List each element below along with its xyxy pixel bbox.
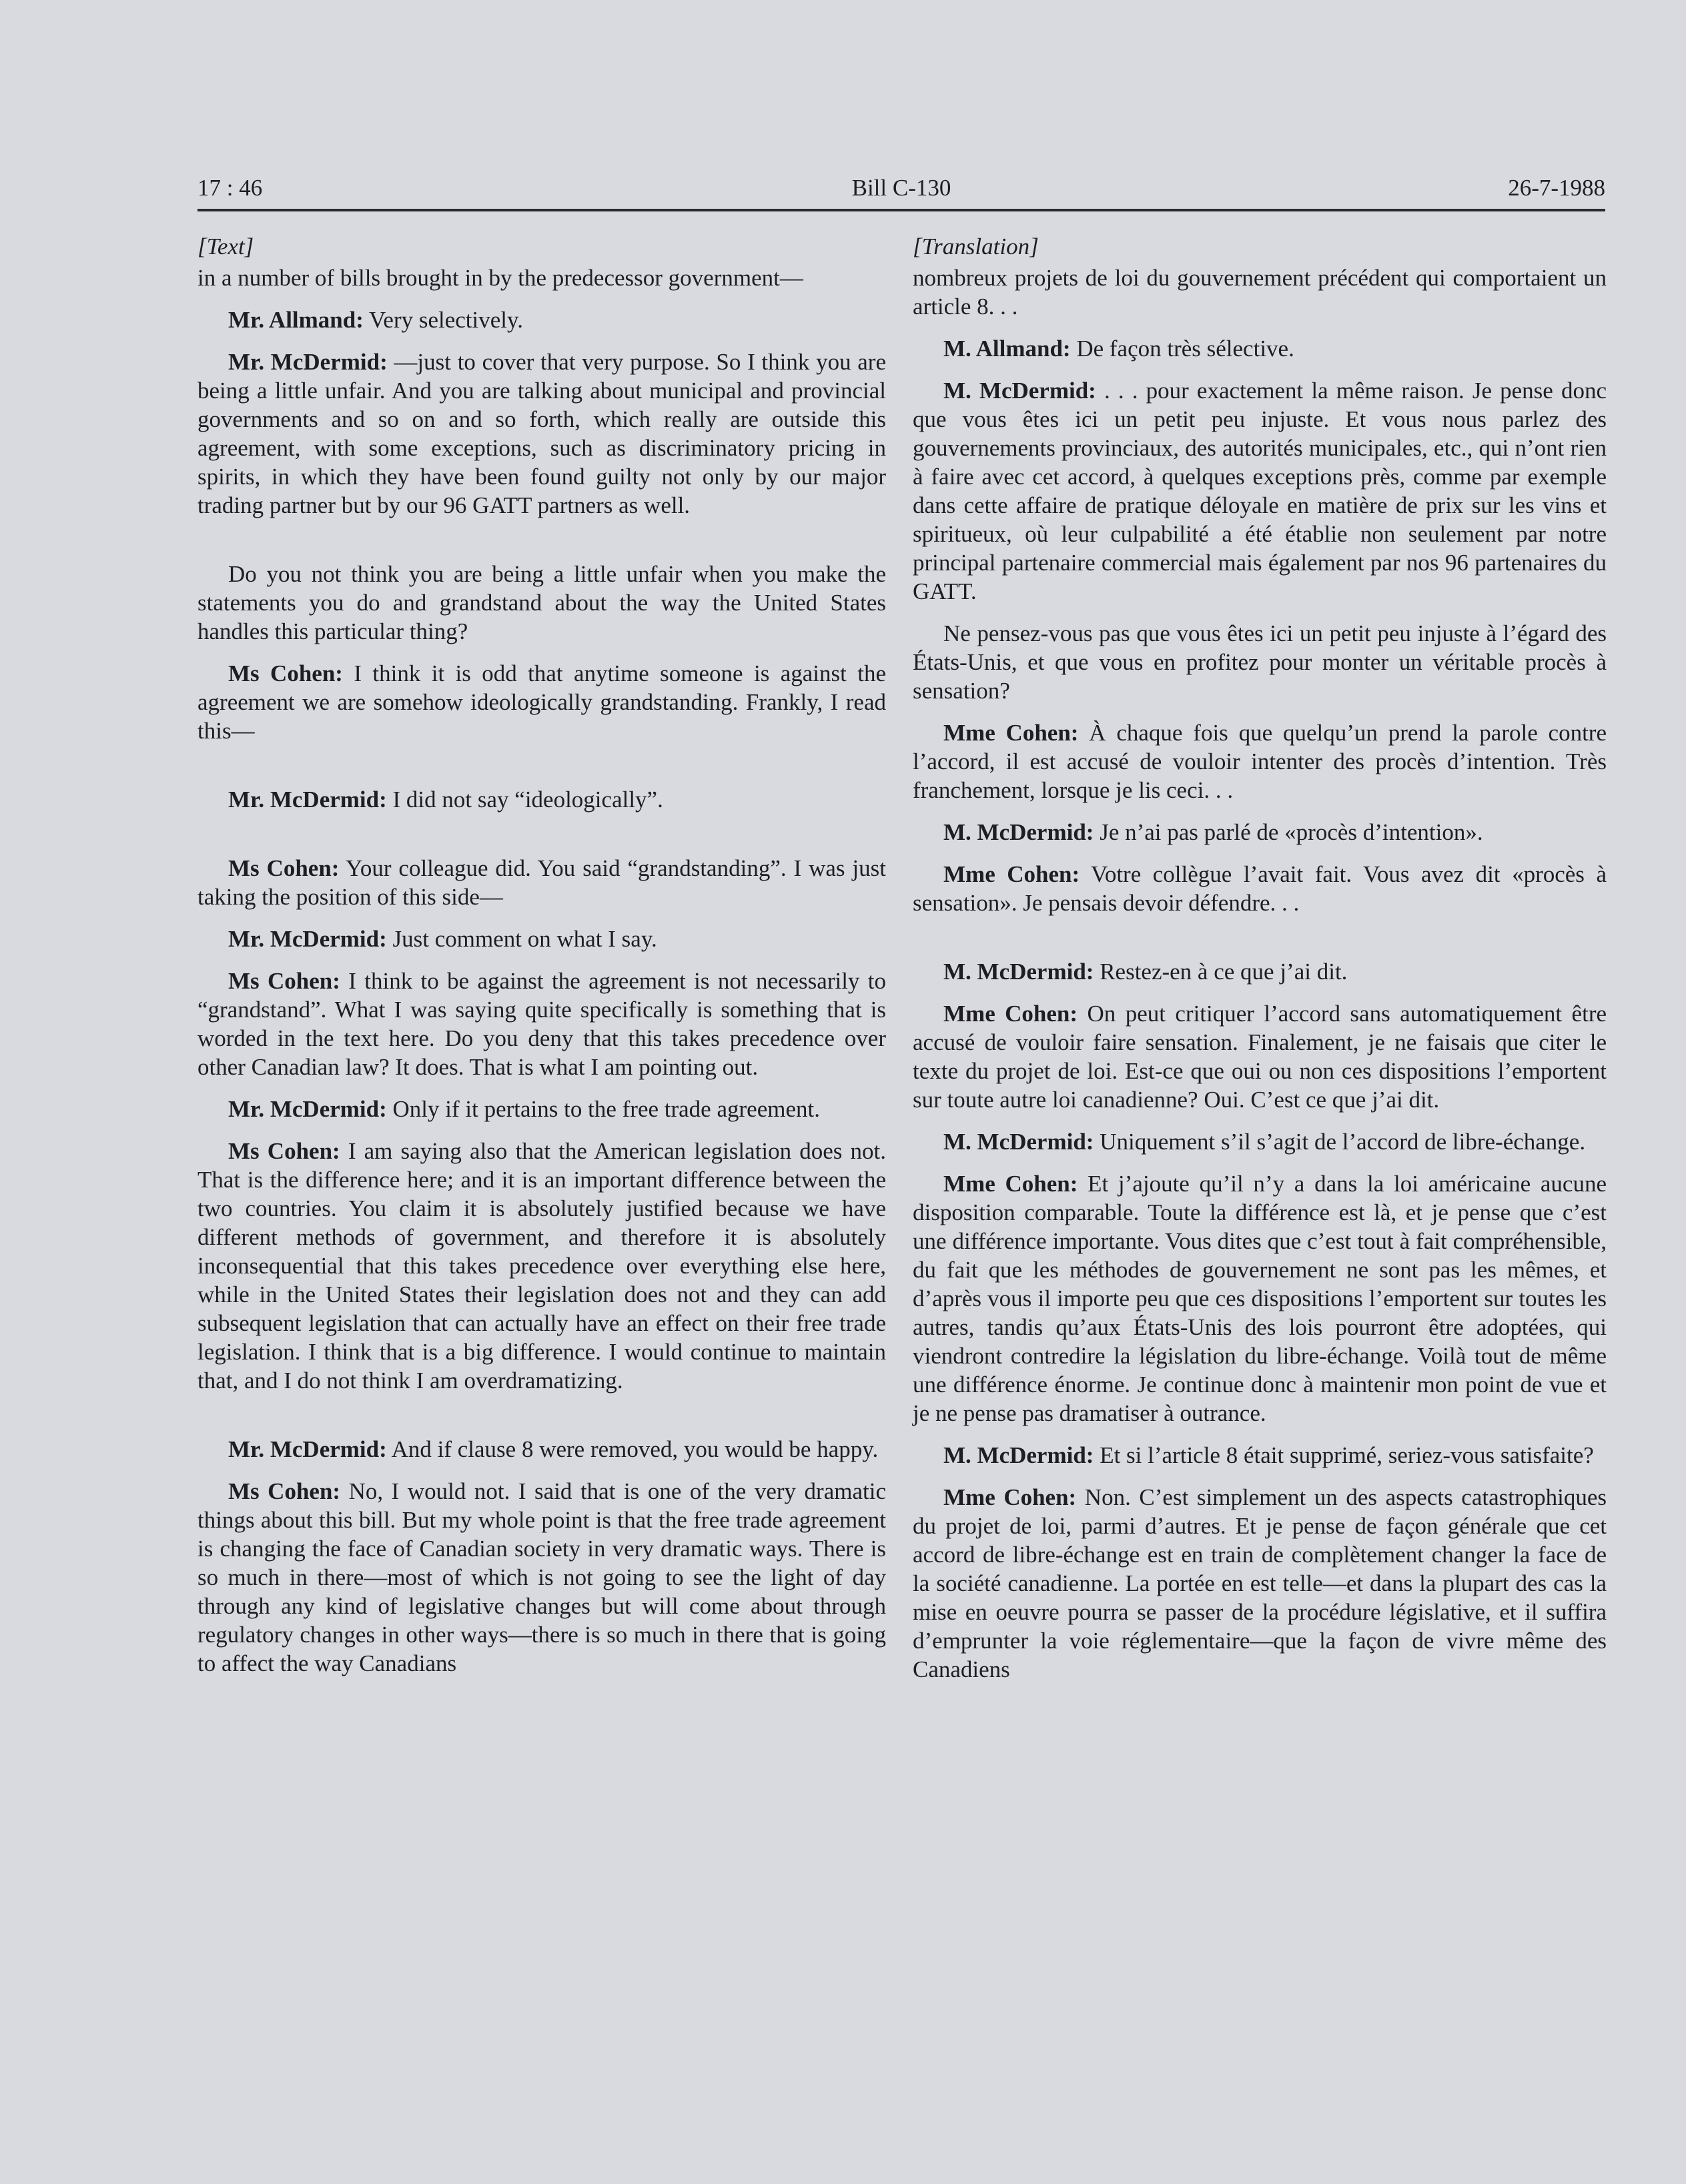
transcript-paragraph: Mr. McDermid: And if clause 8 were removed, you would be happy. <box>228 1436 879 1462</box>
transcript-paragraph: Mme Cohen: À chaque fois que quelqu’un prend la parole contre l’accord, il est accusé de vouloir intenter des procès d’intention. Très franchement, lorsque je lis ceci. . . <box>913 720 1607 803</box>
transcript-paragraph: Mme Cohen: Votre collègue l’avait fait. Vous avez dit «procès à sensation». Je pensais devoir défendre. . . <box>913 861 1607 916</box>
speaker-name: Mr. Allmand: <box>228 307 364 333</box>
transcript-paragraph: Mme Cohen: On peut critiquer l’accord sans automatiquement être accusé de vouloir faire sensation. Finalement, je ne faisais que citer le texte du projet de loi. Est-ce que oui ou non ces dispositions l’emportent sur toute autre loi canadienne? Oui. C’est ce que j’ai dit. <box>913 1001 1607 1113</box>
speaker-name: M. McDermid: <box>943 1442 1094 1468</box>
speaker-name: Ms Cohen: <box>228 1478 341 1504</box>
speaker-name: Mme Cohen: <box>943 1171 1078 1197</box>
transcript-paragraph: Ne pensez-vous pas que vous êtes ici un petit peu injuste à l’égard des États-Unis, et que vous en profitez pour monter un véritable procès à sensation? <box>913 620 1607 704</box>
speaker-name: M. McDermid: <box>943 378 1096 404</box>
page-number: 17 : 46 <box>197 175 263 201</box>
speaker-name: M. Allmand: <box>943 336 1071 362</box>
transcript-paragraph: Ms Cohen: I think to be against the agreement is not necessarily to “grandstand”. What I was saying quite specifically is something that is worded in the text here. Do you deny that this takes precedence over other Canadian law? It does. That is what I am pointing out. <box>197 968 886 1080</box>
french-column <box>913 232 1607 1684</box>
transcript-paragraph: Mme Cohen: Non. C’est simplement un des aspects catastrophiques du projet de loi, parmi d’autres. Et je pense de façon générale que cet accord de libre-échange est en train de complètement changer la face de la société canadienne. La portée en est telle—et dans la plupart des cas la mise en oeuvre pourra se passer de la procédure législative, et il suffira d’emprunter la voie réglementaire—que la façon de vivre même des Canadiens <box>913 1484 1607 1682</box>
english-column <box>197 232 886 1678</box>
speaker-name: Mr. McDermid: <box>228 786 387 812</box>
speaker-name: Ms Cohen: <box>228 968 340 994</box>
speaker-name: M. McDermid: <box>943 1129 1094 1155</box>
transcript-paragraph: M. McDermid: Et si l’article 8 était supprimé, seriez-vous satisfaite? <box>943 1442 1594 1468</box>
transcript-paragraph: Ms Cohen: No, I would not. I said that is one of the very dramatic things about this bill. But my whole point is that the free trade agreement is changing the face of Canadian society in very dramatic ways. There is so much in there—most of which is not going to see the light of day through any kind of legislative changes but will come about through regulatory changes in other ways—there is so much in there that is going to affect the way Canadians <box>197 1478 886 1676</box>
transcript-paragraph: Do you not think you are being a little unfair when you make the statements you do and grandstand about the way the United States handles this particular thing? <box>197 561 886 644</box>
transcript-paragraph: M. Allmand: De façon très sélective. <box>943 336 1294 362</box>
bill-title: Bill C-130 <box>851 175 951 201</box>
transcript-paragraph: Mr. Allmand: Very selectively. <box>228 307 523 333</box>
page-header <box>197 175 1605 208</box>
speaker-name: Mr. McDermid: <box>228 349 388 375</box>
speaker-name: M. McDermid: <box>943 819 1094 845</box>
transcript-paragraph: M. McDermid: Uniquement s’il s’agit de l’accord de libre-échange. <box>943 1129 1586 1155</box>
transcript-paragraph: Mr. McDermid: Just comment on what I say. <box>228 926 657 952</box>
transcript-paragraph: Ms Cohen: Your colleague did. You said “grandstanding”. I was just taking the position of this side— <box>197 855 886 910</box>
speaker-name: Mme Cohen: <box>943 1001 1078 1027</box>
speaker-name: Ms Cohen: <box>228 855 340 881</box>
speaker-name: Mr. McDermid: <box>228 1436 387 1462</box>
transcript-paragraph: in a number of bills brought in by the predecessor government— <box>197 265 803 291</box>
transcript-paragraph: M. McDermid: Je n’ai pas parlé de «procès d’intention». <box>943 819 1483 845</box>
speaker-name: M. McDermid: <box>943 959 1094 985</box>
translation-marker: [Translation] <box>913 233 1039 259</box>
page-date: 26-7-1988 <box>1508 175 1605 201</box>
transcript-paragraph: M. McDermid: Restez-en à ce que j’ai dit. <box>943 959 1348 985</box>
transcript-paragraph: nombreux projets de loi du gouvernement précédent qui comportaient un article 8. . . <box>913 265 1607 320</box>
speaker-name: Mr. McDermid: <box>228 1096 387 1122</box>
speaker-name: Mme Cohen: <box>943 720 1079 746</box>
speaker-name: Ms Cohen: <box>228 1138 340 1164</box>
transcript-paragraph: Mr. McDermid: —just to cover that very purpose. So I think you are being a little unfair. And you are talking about municipal and provincial governments and so on and so forth, which really are outside this agreement, with some exceptions, such as discriminatory pricing in spirits, in which they have been found guilty not only by our major trading partner but by our 96 GATT partners as well. <box>197 349 886 518</box>
speaker-name: Mme Cohen: <box>943 861 1080 887</box>
transcript-paragraph: Ms Cohen: I am saying also that the American legislation does not. That is the difference here; and it is an important difference between the two countries. You claim it is absolutely justified because we have different methods of government, and therefore it is absolutely inconsequential that this takes precedence over everything else here, while in the United States their legislation does not and they can add subsequent legislation that can actually have an effect on their free trade legislation. I think that is a big difference. I would continue to maintain that, and I do not think I am overdramatizing. <box>197 1138 886 1394</box>
header-rule <box>197 209 1605 211</box>
transcript-paragraph: Mr. McDermid: I did not say “ideologically”. <box>228 786 663 812</box>
transcript-paragraph: Mme Cohen: Et j’ajoute qu’il n’y a dans la loi américaine aucune disposition comparable. Toute la différence est là, et je pense que c’est une différence importante. Vous dites que c’est tout à fait compréhensible, du fait que les méthodes de gouvernement ne sont pas les mêmes, et d’après vous il importe peu que ces dispositions l’emportent sur toutes les autres, tandis qu’aux États-Unis des lois pourront être adoptées, qui viendront contredire la législation du libre-échange. Voilà tout de même une différence énorme. Je continue donc à maintenir mon point de vue et je ne pense pas dramatiser à outrance. <box>913 1171 1607 1426</box>
transcript-paragraph: M. McDermid: . . . pour exactement la même raison. Je pense donc que vous êtes ici un petit peu injuste. Et vous nous parlez des gouvernements provinciaux, des autorités municipales, etc., qui n’ont rien à faire avec cet accord, à quelques exceptions près, comme par exemple dans cette affaire de pratique déloyale en matière de prix sur les vins et spiritueux, où leur culpabilité a été établie non seulement par notre principal partenaire commercial mais également par nos 96 partenaires du GATT. <box>913 378 1607 604</box>
transcript-paragraph: Mr. McDermid: Only if it pertains to the free trade agreement. <box>228 1096 820 1122</box>
speaker-name: Mme Cohen: <box>943 1484 1077 1510</box>
speaker-name: Ms Cohen: <box>228 660 343 686</box>
speaker-name: Mr. McDermid: <box>228 926 387 952</box>
text-marker: [Text] <box>197 233 254 259</box>
transcript-paragraph: Ms Cohen: I think it is odd that anytime someone is against the agreement we are somehow ideologically grandstanding. Frankly, I read this— <box>197 660 886 744</box>
